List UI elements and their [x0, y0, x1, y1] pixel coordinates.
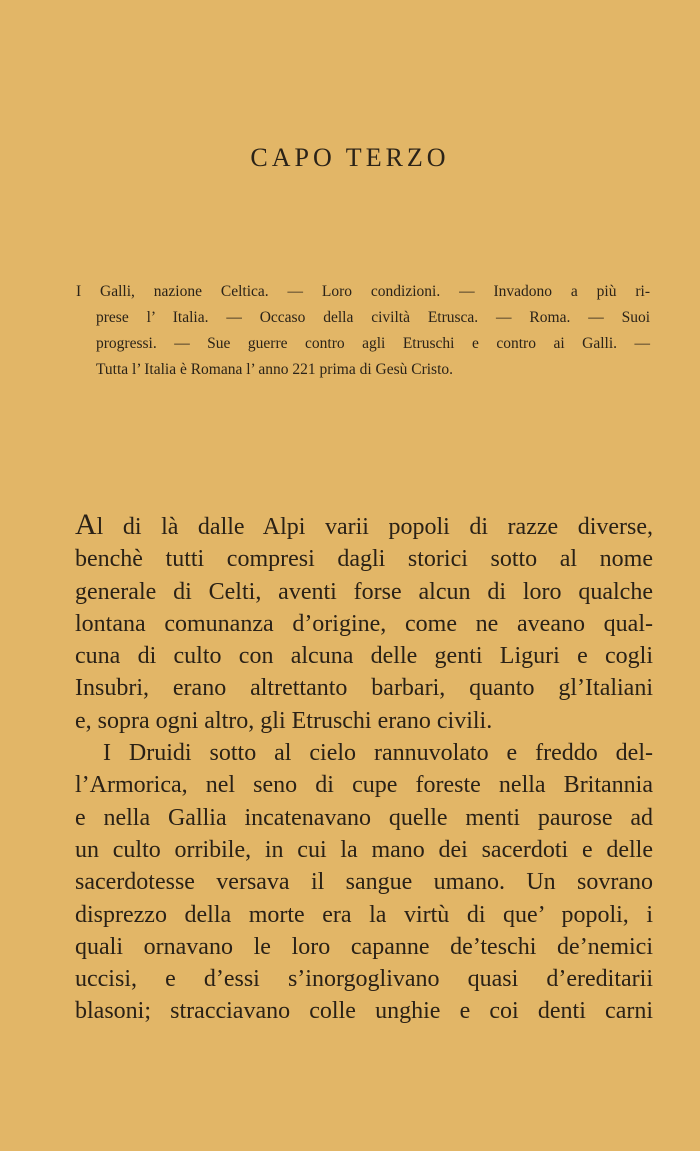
paragraph-1: [75, 509, 653, 737]
text-line: benchè tutti compresi dagli storici sotto al nome: [75, 546, 653, 573]
summary-line: Tutta l’ Italia è Romana l’ anno 221 prima di Gesù Cristo.: [96, 361, 454, 378]
paragraph-2: [75, 737, 653, 1028]
text-line: cuna di culto con alcuna delle genti Liguri e cogli: [75, 643, 653, 670]
text-line-content: l di là dalle Alpi varii popoli di razze diverse,: [96, 514, 653, 540]
text-line: blasoni; stracciavano colle unghie e coi denti carni: [75, 998, 653, 1025]
summary-line: progressi. — Sue guerre contro agli Etruschi e contro ai Galli. —: [96, 335, 650, 352]
text-line: [75, 509, 653, 543]
chapter-summary: [76, 279, 650, 383]
summary-line: I Galli, nazione Celtica. — Loro condizioni. — Invadono a più ri-: [76, 283, 650, 300]
text-line: sacerdotesse versava il sangue umano. Un sovrano: [75, 869, 653, 896]
text-line: uccisi, e d’essi s’inorgoglivano quasi d’ereditarii: [75, 966, 653, 993]
text-line: I Druidi sotto al cielo rannuvolato e freddo del-: [103, 740, 653, 767]
text-line: un culto orribile, in cui la mano dei sacerdoti e delle: [75, 836, 653, 863]
summary-line: prese l’ Italia. — Occaso della civiltà Etrusca. — Roma. — Suoi: [96, 309, 650, 326]
chapter-title: CAPO TERZO: [250, 143, 450, 172]
text-line: e, sopra ogni altro, gli Etruschi erano civili.: [75, 707, 493, 734]
body-text: [75, 509, 653, 1028]
text-line: e nella Gallia incatenavano quelle menti paurose ad: [75, 804, 653, 831]
text-line: generale di Celti, aventi forse alcun di loro qualche: [75, 578, 653, 605]
text-line: quali ornavano le loro capanne de’teschi de’nemici: [75, 933, 653, 960]
text-line: lontana comunanza d’origine, come ne aveano qual-: [75, 610, 653, 637]
text-line: Insubri, erano altrettanto barbari, quanto gl’Italiani: [75, 675, 653, 702]
text-line: disprezzo della morte era la virtù di que’ popoli, i: [75, 901, 653, 928]
text-line: l’Armorica, nel seno di cupe foreste nella Britannia: [75, 772, 653, 799]
drop-cap: A: [75, 508, 97, 541]
